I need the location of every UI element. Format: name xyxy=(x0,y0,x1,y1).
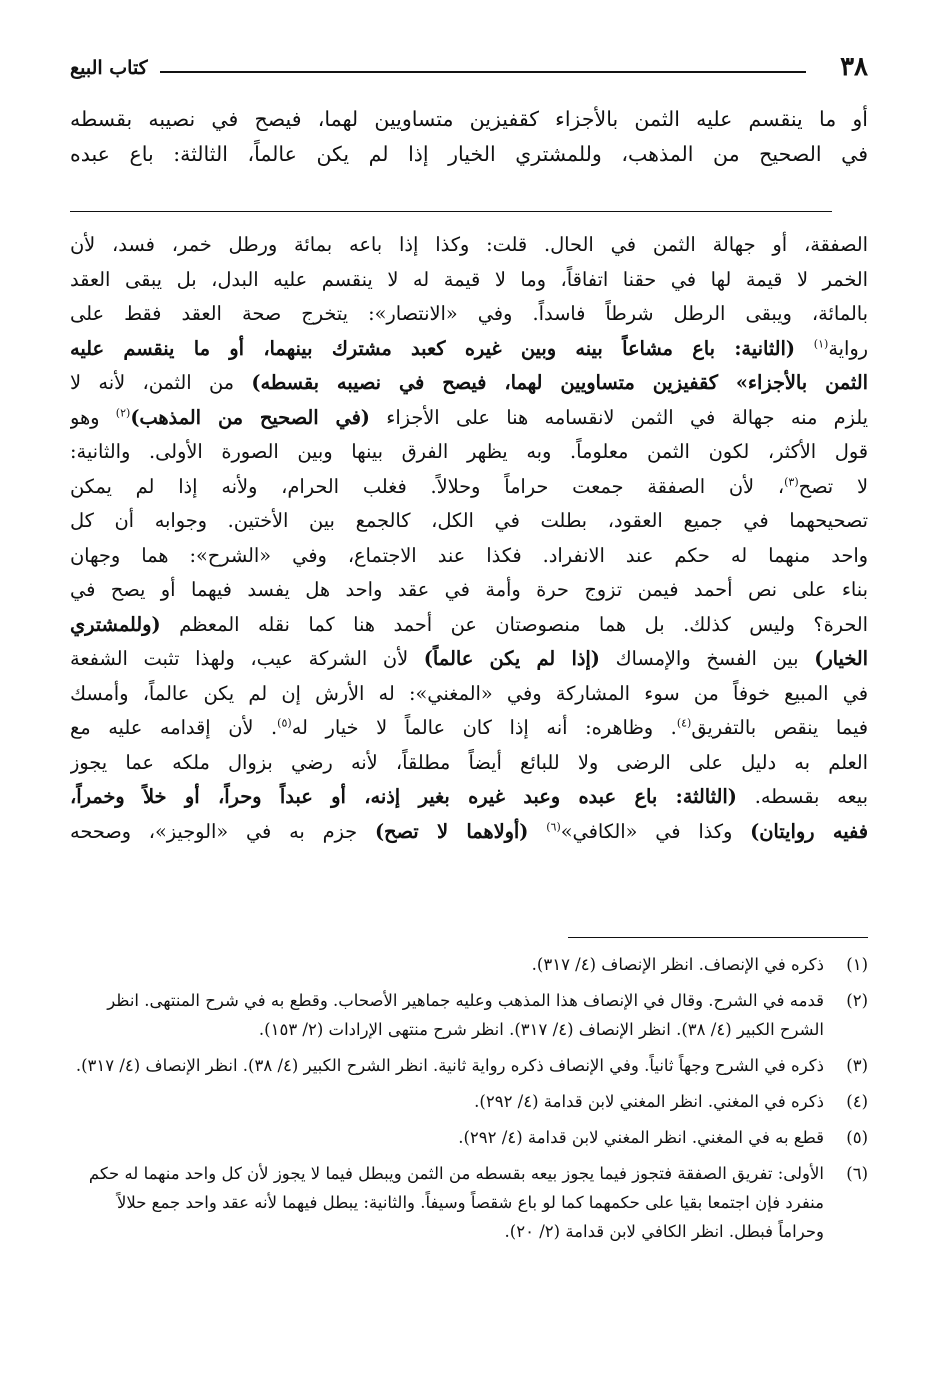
commentary-run: لا تصح xyxy=(798,474,868,498)
commentary-line xyxy=(70,746,868,781)
commentary-line xyxy=(70,573,868,608)
commentary-run: . وظاهره: أنه إذا كان عالماً لا خيار له xyxy=(291,716,677,739)
matn-quote: الثمن بالأجزاء» كقفيزين متساويين لهما، فيصح في نصيبه بقسطه) xyxy=(251,371,868,394)
commentary-line xyxy=(70,642,868,677)
commentary-line xyxy=(70,228,868,263)
footnote-text: قطع به في المغني. انظر المغني لابن قدامة (٤/ ٢٩٢). xyxy=(458,1128,824,1147)
matn-line: أو ما ينقسم عليه الثمن بالأجزاء كقفيزين متساويين لهما، فيصح في نصيبه بقسطه xyxy=(70,107,868,131)
commentary-run: الصفقة، أو جهالة الثمن في الحال. قلت: وكذا إذا باعه بمائة ورطل خمر، فسد، لأن xyxy=(70,233,868,256)
footnote xyxy=(70,1123,868,1152)
commentary-line xyxy=(70,435,868,470)
footnote-number: (١) xyxy=(846,955,868,974)
commentary-line xyxy=(70,297,868,332)
matn-quote: (إذا لم يكن عالماً) xyxy=(423,647,600,670)
commentary-run: الحرة؟ وليس كذلك. بل هما منصوصتان عن أحمد هنا كما نقله المعظم xyxy=(160,612,868,636)
commentary-line xyxy=(70,366,868,401)
footnote xyxy=(70,1087,868,1116)
footnote-ref: (١) xyxy=(813,337,829,351)
commentary-run: وهو xyxy=(70,405,116,429)
commentary-line xyxy=(70,332,868,367)
footnote xyxy=(70,1051,868,1080)
commentary-run: . لأن إقدامه عليه مع xyxy=(70,716,278,739)
commentary-run: العلم به دليل على الرضى ولا للبائع أيضاً مطلقاً، لأنه رضي بزوال ملكه عما يجوز xyxy=(70,750,868,774)
header-rule xyxy=(160,71,806,73)
commentary-run: رواية xyxy=(828,336,868,360)
matn-quote: (وللمشتري xyxy=(70,612,161,636)
matn-quote: ففيه روايتان) xyxy=(750,819,868,843)
footnote-text: الأولى: تفريق الصفقة فتجوز فيما يجوز بيعه بقسطه من الثمن ويبطل فيما لا يجوز لأن كل واحد منهما له حكم منفرد فإن اجتمعا بقيا على حكمهما كما لو باع شقصاً وسيفاً. والثانية: يبطل فيهما لأنه عقد واحد جمع حلالاً وحراماً فبطل. انظر الكافي لابن قدامة (٢/ ٢٠). xyxy=(88,1164,824,1241)
commentary-run: قول الأكثر، لكون الثمن معلوماً. وبه يظهر الفرق بينها وبين الصورة الأولى. والثانية: xyxy=(70,440,868,463)
matn-quote: الخيار) xyxy=(814,647,868,670)
commentary-run: بيعه بقسطه. xyxy=(736,785,868,808)
book-title: كتاب البيع xyxy=(70,57,148,79)
footnote-number: (٤) xyxy=(846,1092,868,1111)
matn-quote: (أولاهما لا تصح) xyxy=(374,819,529,843)
footnote xyxy=(70,986,868,1044)
matn-text xyxy=(70,102,868,172)
commentary-line xyxy=(70,401,868,436)
matn-separator xyxy=(70,211,832,212)
footnote-separator xyxy=(568,937,868,938)
commentary-run: في المبيع خوفاً من سوء المشاركة وفي «المغني»: له الأرش إن لم يكن عالماً، وأمسك xyxy=(70,681,868,705)
footnote-ref: (٤) xyxy=(676,716,692,730)
commentary-run: واحد منهما له حكم عند الانفراد. فكذا عند الاجتماع، وفي «الشرح»: هما وجهان xyxy=(70,543,868,567)
footnote-number: (٥) xyxy=(846,1128,868,1147)
footnote-ref: (٢) xyxy=(115,406,131,420)
commentary-line xyxy=(70,711,868,746)
commentary-run: تصحيحهما في جميع العقود، بطلت في الكل، كالجمع بين الأختين. وجوابه أن كل xyxy=(70,509,868,532)
commentary-run xyxy=(795,337,814,360)
commentary-run: ، لأن الصفقة جمعت حراماً وحلالاً. فغلب الحرام، ولأنه إذا لم يمكن xyxy=(70,474,785,498)
commentary-run: جزم به في «الوجيز»، وصححه xyxy=(70,819,375,843)
footnote-number: (٣) xyxy=(846,1056,868,1075)
footnote-text: قدمه في الشرح. وقال في الإنصاف هذا المذهب وعليه جماهير الأصحاب. وقطع به في شرح المنتهى. انظر الشرح الكبير (٤/ ٣٨). انظر الإنصاف (٤/ ٣١٧). انظر شرح منتهى الإرادات (٢/ ١٥٣). xyxy=(107,991,824,1039)
commentary-line xyxy=(70,470,868,505)
commentary-run: من الثمن، لأنه لا xyxy=(70,371,252,394)
footnote-number: (٢) xyxy=(846,991,868,1010)
commentary-line xyxy=(70,504,868,539)
commentary-run: بناء على نص أحمد فيمن تزوج حرة وأمة في عقد واحد هل يفسد فيهما أو يصح في xyxy=(70,578,868,601)
commentary-run: بين الفسخ والإمساك xyxy=(599,647,815,670)
footnote xyxy=(70,950,868,979)
commentary-line xyxy=(70,677,868,712)
commentary-run: بالمائة، ويبقى الرطل شرطاً فاسداً. وفي «الانتصار»: يتخرج صحة العقد فقط على xyxy=(70,302,868,325)
footnote-ref: (٣) xyxy=(784,475,799,489)
footnote xyxy=(70,1159,868,1246)
commentary-line xyxy=(70,263,868,298)
commentary-run: فيما ينقص بالتفريق xyxy=(691,716,868,739)
commentary-run: الخمر لا قيمة لها في حقنا اتفاقاً، وما لا قيمة له لا ينقسم عليه البدل، بل يبقى العقد xyxy=(70,267,868,291)
matn-quote: (الثالثة: باع عبده وعبد غيره بغير إذنه، أو عبداً وحراً، أو خلاً وخمراً، xyxy=(70,785,737,808)
commentary-line xyxy=(70,539,868,574)
commentary-text xyxy=(70,228,868,849)
footnote-ref: (٥) xyxy=(277,716,292,730)
commentary-line xyxy=(70,815,868,850)
commentary-line xyxy=(70,780,868,815)
footnote-text: ذكره في الشرح وجهاً ثانياً. وفي الإنصاف ذكره رواية ثانية. انظر الشرح الكبير (٤/ ٣٨). انظر الإنصاف (٤/ ٣١٧). xyxy=(75,1056,824,1075)
matn-quote: (في الصحيح من المذهب) xyxy=(130,405,370,429)
commentary-run: يلزم منه جهالة في الثمن لانقسامه هنا على الأجزاء xyxy=(369,405,868,429)
footnote-number: (٦) xyxy=(846,1164,868,1183)
commentary-run: لأن الشركة عيب، ولهذا تثبت الشفعة xyxy=(70,647,424,670)
commentary-run: وكذا في «الكافي» xyxy=(560,819,751,843)
running-header xyxy=(70,52,868,82)
footnote-text: ذكره في المغني. انظر المغني لابن قدامة (٤/ ٢٩٢). xyxy=(474,1092,824,1111)
matn-quote: (الثانية: باع مشاعاً بينه وبين غيره كعبد مشترك بينهما، أو ما ينقسم عليه xyxy=(70,336,796,360)
footnote-ref: (٦) xyxy=(546,820,561,834)
commentary-line xyxy=(70,608,868,643)
footnote-text: ذكره في الإنصاف. انظر الإنصاف (٤/ ٣١٧). xyxy=(531,955,824,974)
matn-line: في الصحيح من المذهب، وللمشتري الخيار إذا لم يكن عالماً، الثالثة: باع عبده xyxy=(70,142,868,166)
footnotes xyxy=(70,950,868,1253)
commentary-run xyxy=(528,820,546,843)
page-number: ٣٨ xyxy=(840,52,868,82)
